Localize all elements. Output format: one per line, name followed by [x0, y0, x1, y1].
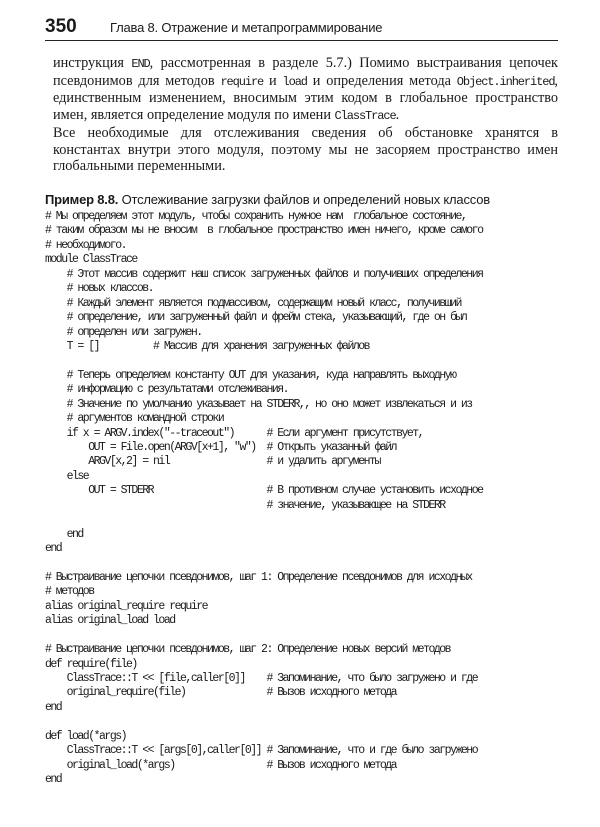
- code-line: original_require(file) # Вызов исходного метода: [45, 686, 397, 700]
- code-line: ClassTrace::T << [file,caller[0]] # Запоминание, что было загружено и где: [45, 672, 478, 685]
- code-line: # Значение по умолчанию указывает на STDERR,, но оно может извлекаться и из: [45, 397, 472, 411]
- code-line: OUT = STDERR # В противном случае установить исходное: [45, 484, 483, 498]
- code-line: # определен или загружен.: [45, 325, 202, 339]
- code-line: ClassTrace::T << [args[0],caller[0]] # Запоминание, что и где было загружено: [45, 744, 478, 758]
- code-line: T = [] # Массив для хранения загруженных файлов: [45, 339, 370, 353]
- inline-code: ClassTrace: [334, 108, 396, 123]
- code-line: # новых классов.: [45, 282, 154, 296]
- inline-code: END: [131, 57, 150, 71]
- code-line: # Каждый элемент является подмассивом, содержащим новый класс, получивший: [45, 296, 461, 310]
- paragraph-2: Все необходимые для отслеживания сведения об обстановке хранятся в константах внутри этого модуля, поэтому мы не засоряем пространство имен глобальными переменными.: [53, 125, 558, 175]
- caption-text: Отслеживание загрузки файлов и определений новых классов: [118, 192, 490, 207]
- code-line: [45, 557, 483, 571]
- text: , единственным изменением, вносимым этим кодом в глобальное пространство имен, является определение модуля по имени: [53, 72, 558, 123]
- code-line: # информацию с результатами отслеживания.: [45, 383, 289, 397]
- code-line: else: [45, 469, 89, 483]
- code-line: ARGV[x,2] = nil # и удалить аргументы: [45, 455, 380, 469]
- code-line: end: [45, 773, 62, 787]
- text: инструкция: [53, 55, 132, 71]
- code-line: if x = ARGV.index("--traceout") # Если аргумент присутствует,: [45, 426, 424, 440]
- code-line: # аргументов командной строки: [45, 412, 224, 426]
- code-line: [45, 513, 483, 527]
- text: .: [395, 106, 400, 123]
- code-line: # Теперь определяем константу OUT для указания, куда направлять выходную: [45, 368, 456, 382]
- code-line: OUT = File.open(ARGV[x+1], "w") # Открыть указанный файл: [45, 441, 397, 454]
- code-line: end: [45, 542, 62, 556]
- code-line: # необходимого.: [45, 238, 127, 252]
- code-line: [45, 629, 483, 643]
- code-line: # определение, или загруженный файл и фрейм стека, указывающий, где он был: [45, 311, 467, 325]
- inline-code: require: [220, 74, 264, 89]
- text: и определения метода: [306, 72, 457, 89]
- code-line: end: [45, 527, 83, 541]
- code-line: original_load(*args) # Вызов исходного метода: [45, 758, 397, 772]
- code-line: def load(*args): [45, 729, 127, 743]
- code-line: end: [45, 700, 62, 714]
- code-line: # Мы определяем этот модуль, чтобы сохранить нужное нам глобальное состояние,: [45, 210, 467, 223]
- example-caption: [45, 192, 490, 207]
- code-line: # Выстраивание цепочки псевдонимов, шаг 1: Определение псевдонимов для исходных: [45, 570, 472, 584]
- code-line: alias original_require require: [45, 599, 208, 613]
- caption-label: Пример 8.8.: [45, 192, 119, 207]
- code-line: # методов: [45, 585, 94, 599]
- code-line: # Этот массив содержит наш список загруженных файлов и получивших определения: [45, 267, 483, 281]
- running-header: [45, 16, 558, 41]
- code-line: # таким образом мы не вносим в глобальное пространство имен ничего, кроме самого: [45, 224, 483, 238]
- code-line: alias original_load load: [45, 614, 175, 628]
- text: и: [263, 72, 283, 89]
- inline-code: Object.inherited: [456, 74, 555, 89]
- text: , рассмотренная в разделе 5.7.) Помимо выстраивания цепочек псевдонимов для методов: [53, 55, 558, 89]
- code-line: [45, 715, 483, 729]
- page-number: 350: [45, 16, 77, 37]
- code-line: def require(file): [45, 657, 137, 671]
- code-line: # Выстраивание цепочки псевдонимов, шаг 2: Определение новых версий методов: [45, 643, 451, 657]
- code-line: [45, 354, 483, 368]
- inline-code: load: [282, 74, 307, 89]
- code-listing: [45, 210, 483, 788]
- code-line: module ClassTrace: [45, 253, 137, 267]
- code-line: # значение, указывающее на STDERR: [45, 498, 445, 512]
- chapter-title: Глава 8. Отражение и метапрограммирование: [110, 20, 383, 35]
- paragraph-1: [53, 55, 558, 124]
